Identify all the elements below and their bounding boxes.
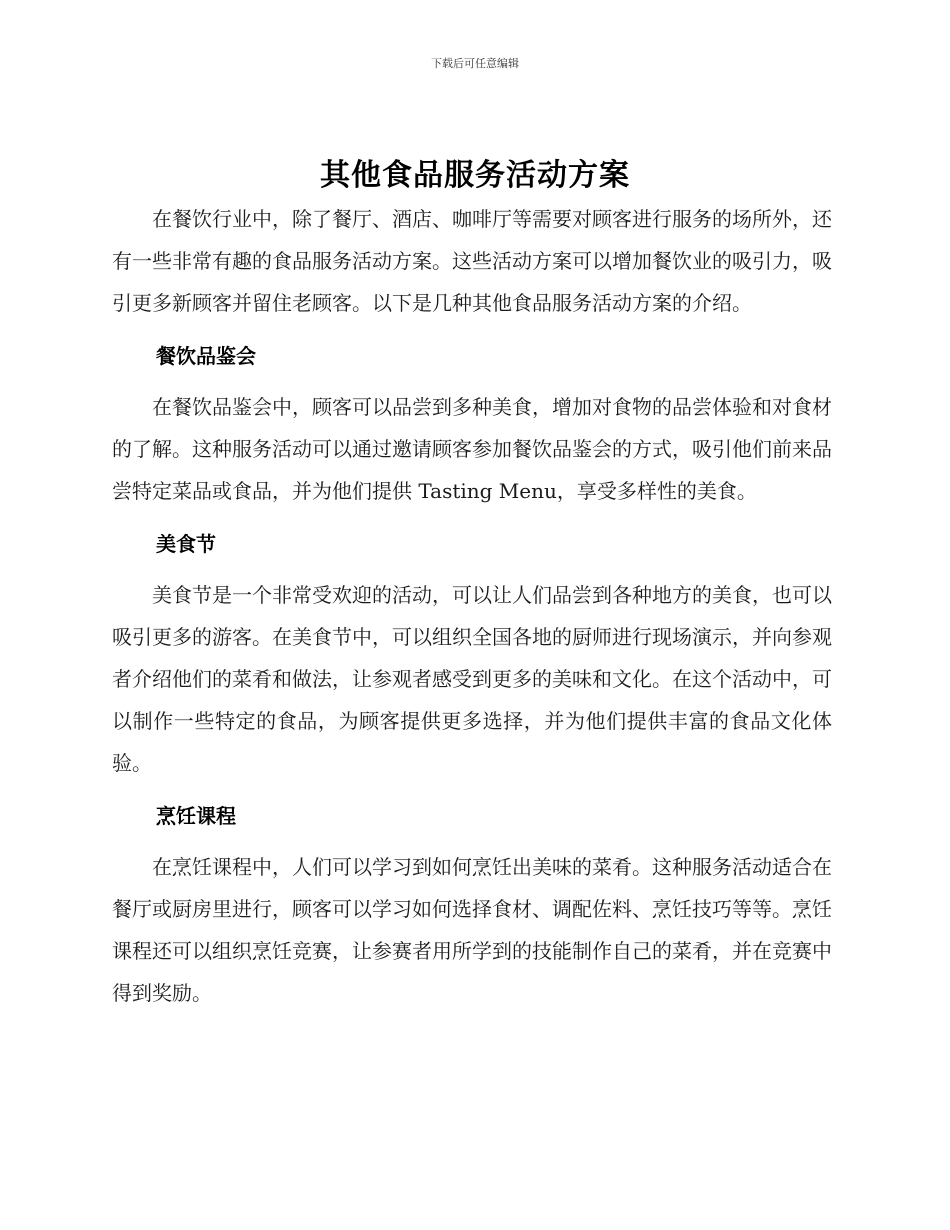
section-body-food-festival: 美食节是一个非常受欢迎的活动，可以让人们品尝到各种地方的美食，也可以吸引更多的游客。在美食节中，可以组织全国各地的厨师进行现场演示，并向参观者介绍他们的菜肴和做法，让参观者感受到更多的美味和文化。在这个活动中，可以制作一些特定的食品，为顾客提供更多选择，并为他们提供丰富的食品文化体验。 — [112, 583, 832, 775]
section-heading-cooking-class: 烹饪课程 — [156, 804, 236, 828]
intro-paragraph: 在餐饮行业中，除了餐厅、酒店、咖啡厅等需要对顾客进行服务的场所外，还有一些非常有趣的食品服务活动方案。这些活动方案可以增加餐饮业的吸引力，吸引更多新顾客并留住老顾客。以下是几种其他食品服务活动方案的介绍。 — [112, 207, 832, 315]
document-title: 其他食品服务活动方案 — [320, 158, 630, 193]
section-heading-food-festival: 美食节 — [156, 532, 216, 556]
section-body-cooking-class: 在烹饪课程中，人们可以学习到如何烹饪出美味的菜肴。这种服务活动适合在餐厅或厨房里进行，顾客可以学习如何选择食材、调配佐料、烹饪技巧等等。烹饪课程还可以组织烹饪竞赛，让参赛者用所学到的技能制作自己的菜肴，并在竞赛中得到奖励。 — [112, 855, 832, 1005]
section-heading-tasting: 餐饮品鉴会 — [156, 344, 256, 368]
document-body — [112, 198, 832, 1014]
section-body-tasting: 在餐饮品鉴会中，顾客可以品尝到多种美食，增加对食物的品尝体验和对食材的了解。这种服务活动可以通过邀请顾客参加餐饮品鉴会的方式，吸引他们前来品尝特定菜品或食品，并为他们提供 Tasting Menu，享受多样性的美食。 — [112, 395, 832, 503]
header-note: 下载后可任意编辑 — [431, 57, 519, 70]
